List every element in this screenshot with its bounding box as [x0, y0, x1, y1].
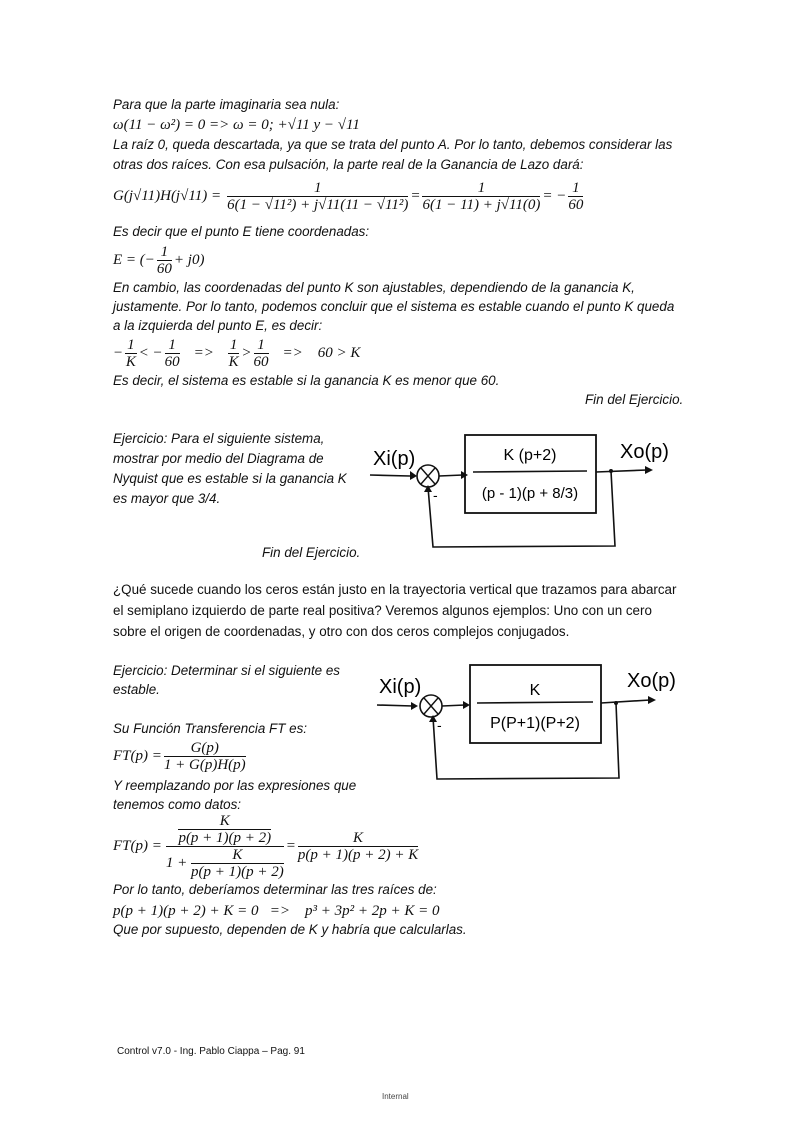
equals: = [410, 188, 421, 204]
feedback-path [428, 471, 615, 547]
exercise-line: tenemos como datos: [113, 797, 242, 812]
block-numerator: K [529, 682, 541, 699]
eq-rhs: + j0) [173, 252, 205, 268]
denominator [166, 847, 284, 880]
inner-fraction [178, 813, 271, 846]
arrow-head [410, 471, 417, 480]
end-of-exercise: Fin del Ejercicio. [585, 392, 684, 407]
numerator: 1 [157, 244, 172, 261]
fraction [568, 180, 583, 213]
arrow-head [648, 696, 656, 704]
implies-result: => 60 > K [282, 345, 361, 361]
fraction [228, 337, 240, 370]
minus: − [113, 345, 124, 361]
fraction [165, 337, 180, 370]
numerator: K [191, 847, 284, 864]
text-line: En cambio, las coordenadas del punto K son ajustables, dependiendo de la ganancia K, [113, 280, 635, 295]
arrow-head [411, 702, 418, 710]
fraction [298, 830, 418, 863]
denominator: p(p + 1)(p + 2) [191, 863, 284, 880]
arrow-head [645, 466, 653, 474]
denominator: K [125, 353, 136, 370]
numerator: 1 [422, 180, 540, 197]
eq-lhs: FT(p) = [113, 838, 162, 854]
numerator: G(p) [164, 740, 246, 757]
forward-line [442, 705, 465, 706]
block-denominator: (p - 1)(p + 8/3) [481, 485, 579, 502]
page-footer: Control v7.0 - Ing. Pablo Ciappa – Pag. 91 [117, 1046, 305, 1057]
fraction [157, 244, 172, 277]
equation-point-e [113, 242, 204, 278]
greater-than: > [241, 345, 252, 361]
classification-label: Internal [382, 1092, 409, 1101]
denominator: 60 [156, 260, 172, 277]
one-plus: 1 + [165, 854, 188, 871]
equals: = [285, 838, 296, 854]
block-numerator: K (p+2) [503, 447, 557, 464]
numerator: 1 [127, 336, 135, 353]
output-line [596, 470, 647, 472]
text-line: La raíz 0, queda descartada, ya que se trata del punto A. Por lo tanto, debemos considerar las [113, 137, 673, 152]
feedback-sign: - [433, 487, 438, 503]
equation-omega: ω(11 − ω²) = 0 => ω = 0; +√11 y − √11 [113, 117, 360, 133]
output-line [601, 700, 650, 703]
numerator: 1 [165, 337, 180, 354]
denominator: 1 + G(p)H(p) [163, 756, 246, 773]
equals-minus: = − [542, 188, 567, 204]
denominator: 60 [164, 353, 180, 370]
fraction [227, 180, 408, 213]
inner-fraction [191, 847, 284, 880]
compound-fraction [166, 813, 284, 880]
numerator [166, 813, 284, 847]
equation-characteristic: p(p + 1)(p + 2) + K = 0 => p³ + 3p² + 2p + K = 0 [113, 903, 440, 919]
exercise-line: Y reemplazando por las expresiones que [113, 778, 357, 793]
numerator: K [298, 830, 418, 847]
text-line: a la izquierda del punto E, es decir: [113, 318, 323, 333]
fraction [422, 180, 540, 213]
feedback-sign: - [437, 717, 442, 733]
text-line: otras dos raíces. Con esa pulsación, la parte real de la Ganancia de Lazo dará: [113, 157, 584, 172]
input-arrow-line [377, 705, 413, 706]
exercise-line: Que por supuesto, dependen de K y habría que calcularlas. [113, 922, 467, 937]
paragraph-line: el semiplano izquierdo de parte real positiva? Veremos algunos ejemplos: Uno con un cero [113, 603, 652, 618]
output-label: Xo(p) [620, 441, 669, 463]
eq-lhs: G(j√11)H(j√11) = [113, 188, 222, 204]
end-of-exercise: Fin del Ejercicio. [262, 545, 361, 560]
input-label: Xi(p) [379, 676, 422, 698]
equation-inequality [113, 334, 360, 372]
denominator: 60 [568, 196, 584, 213]
denominator: p(p + 1)(p + 2) + K [297, 846, 419, 863]
eq-lhs: E = (− [113, 252, 155, 268]
block-diagram-2 [365, 655, 685, 785]
numerator: 1 [227, 180, 408, 197]
fraction [164, 740, 246, 773]
fraction-bar [477, 702, 593, 703]
exercise-line: Por lo tanto, deberíamos determinar las tres raíces de: [113, 882, 437, 897]
output-label: Xo(p) [627, 670, 676, 692]
fraction-bar [473, 471, 587, 472]
exercise-line: Ejercicio: Para el siguiente sistema, [113, 431, 325, 446]
input-arrow-line [370, 475, 410, 476]
block-diagram-1 [365, 420, 685, 560]
equation-ft-expanded [113, 812, 420, 880]
exercise-line: Nyquist que es estable si la ganancia K [113, 471, 347, 486]
denominator: 60 [253, 353, 269, 370]
exercise-line: es mayor que 3/4. [113, 491, 221, 506]
numerator: 1 [229, 336, 238, 353]
block-denominator: P(P+1)(P+2) [490, 715, 580, 732]
input-label: Xi(p) [373, 448, 416, 470]
denominator: 6(1 − 11) + j√11(0) [422, 196, 541, 213]
equation-ft [113, 736, 248, 776]
equation-loop-gain [113, 174, 585, 218]
implies: => [193, 345, 214, 361]
denominator: p(p + 1)(p + 2) [178, 829, 272, 846]
text-line: justamente. Por lo tanto, podemos concluir que el sistema es estable cuando el punto K queda [113, 299, 675, 314]
exercise-line: Ejercicio: Determinar si el siguiente es [113, 663, 340, 678]
numerator: K [178, 813, 271, 830]
text-line: Es decir que el punto E tiene coordenadas: [113, 224, 370, 239]
paragraph-line: ¿Qué sucede cuando los ceros están justo en la trayectoria vertical que trazamos para abarcar [113, 582, 677, 597]
paragraph-line: sobre el origen de coordenadas, y otro con dos ceros complejos conjugados. [113, 624, 570, 639]
denominator: 6(1 − √11²) + j√11(11 − √11²) [227, 196, 409, 213]
exercise-line: mostrar por medio del Diagrama de [113, 451, 324, 466]
exercise-line: estable. [113, 682, 160, 697]
arrow-head [463, 701, 470, 709]
fraction [125, 337, 137, 370]
eq-lhs: FT(p) = [113, 748, 162, 764]
text-line: Es decir, el sistema es estable si la ganancia K es menor que 60. [113, 373, 500, 388]
text-line: Para que la parte imaginaria sea nula: [113, 97, 340, 112]
denominator: K [228, 353, 239, 370]
numerator: 1 [254, 337, 269, 354]
forward-line [439, 475, 463, 476]
less-than: < − [138, 345, 163, 361]
exercise-line: Su Función Transferencia FT es: [113, 721, 307, 736]
numerator: 1 [568, 180, 583, 197]
fraction [254, 337, 269, 370]
